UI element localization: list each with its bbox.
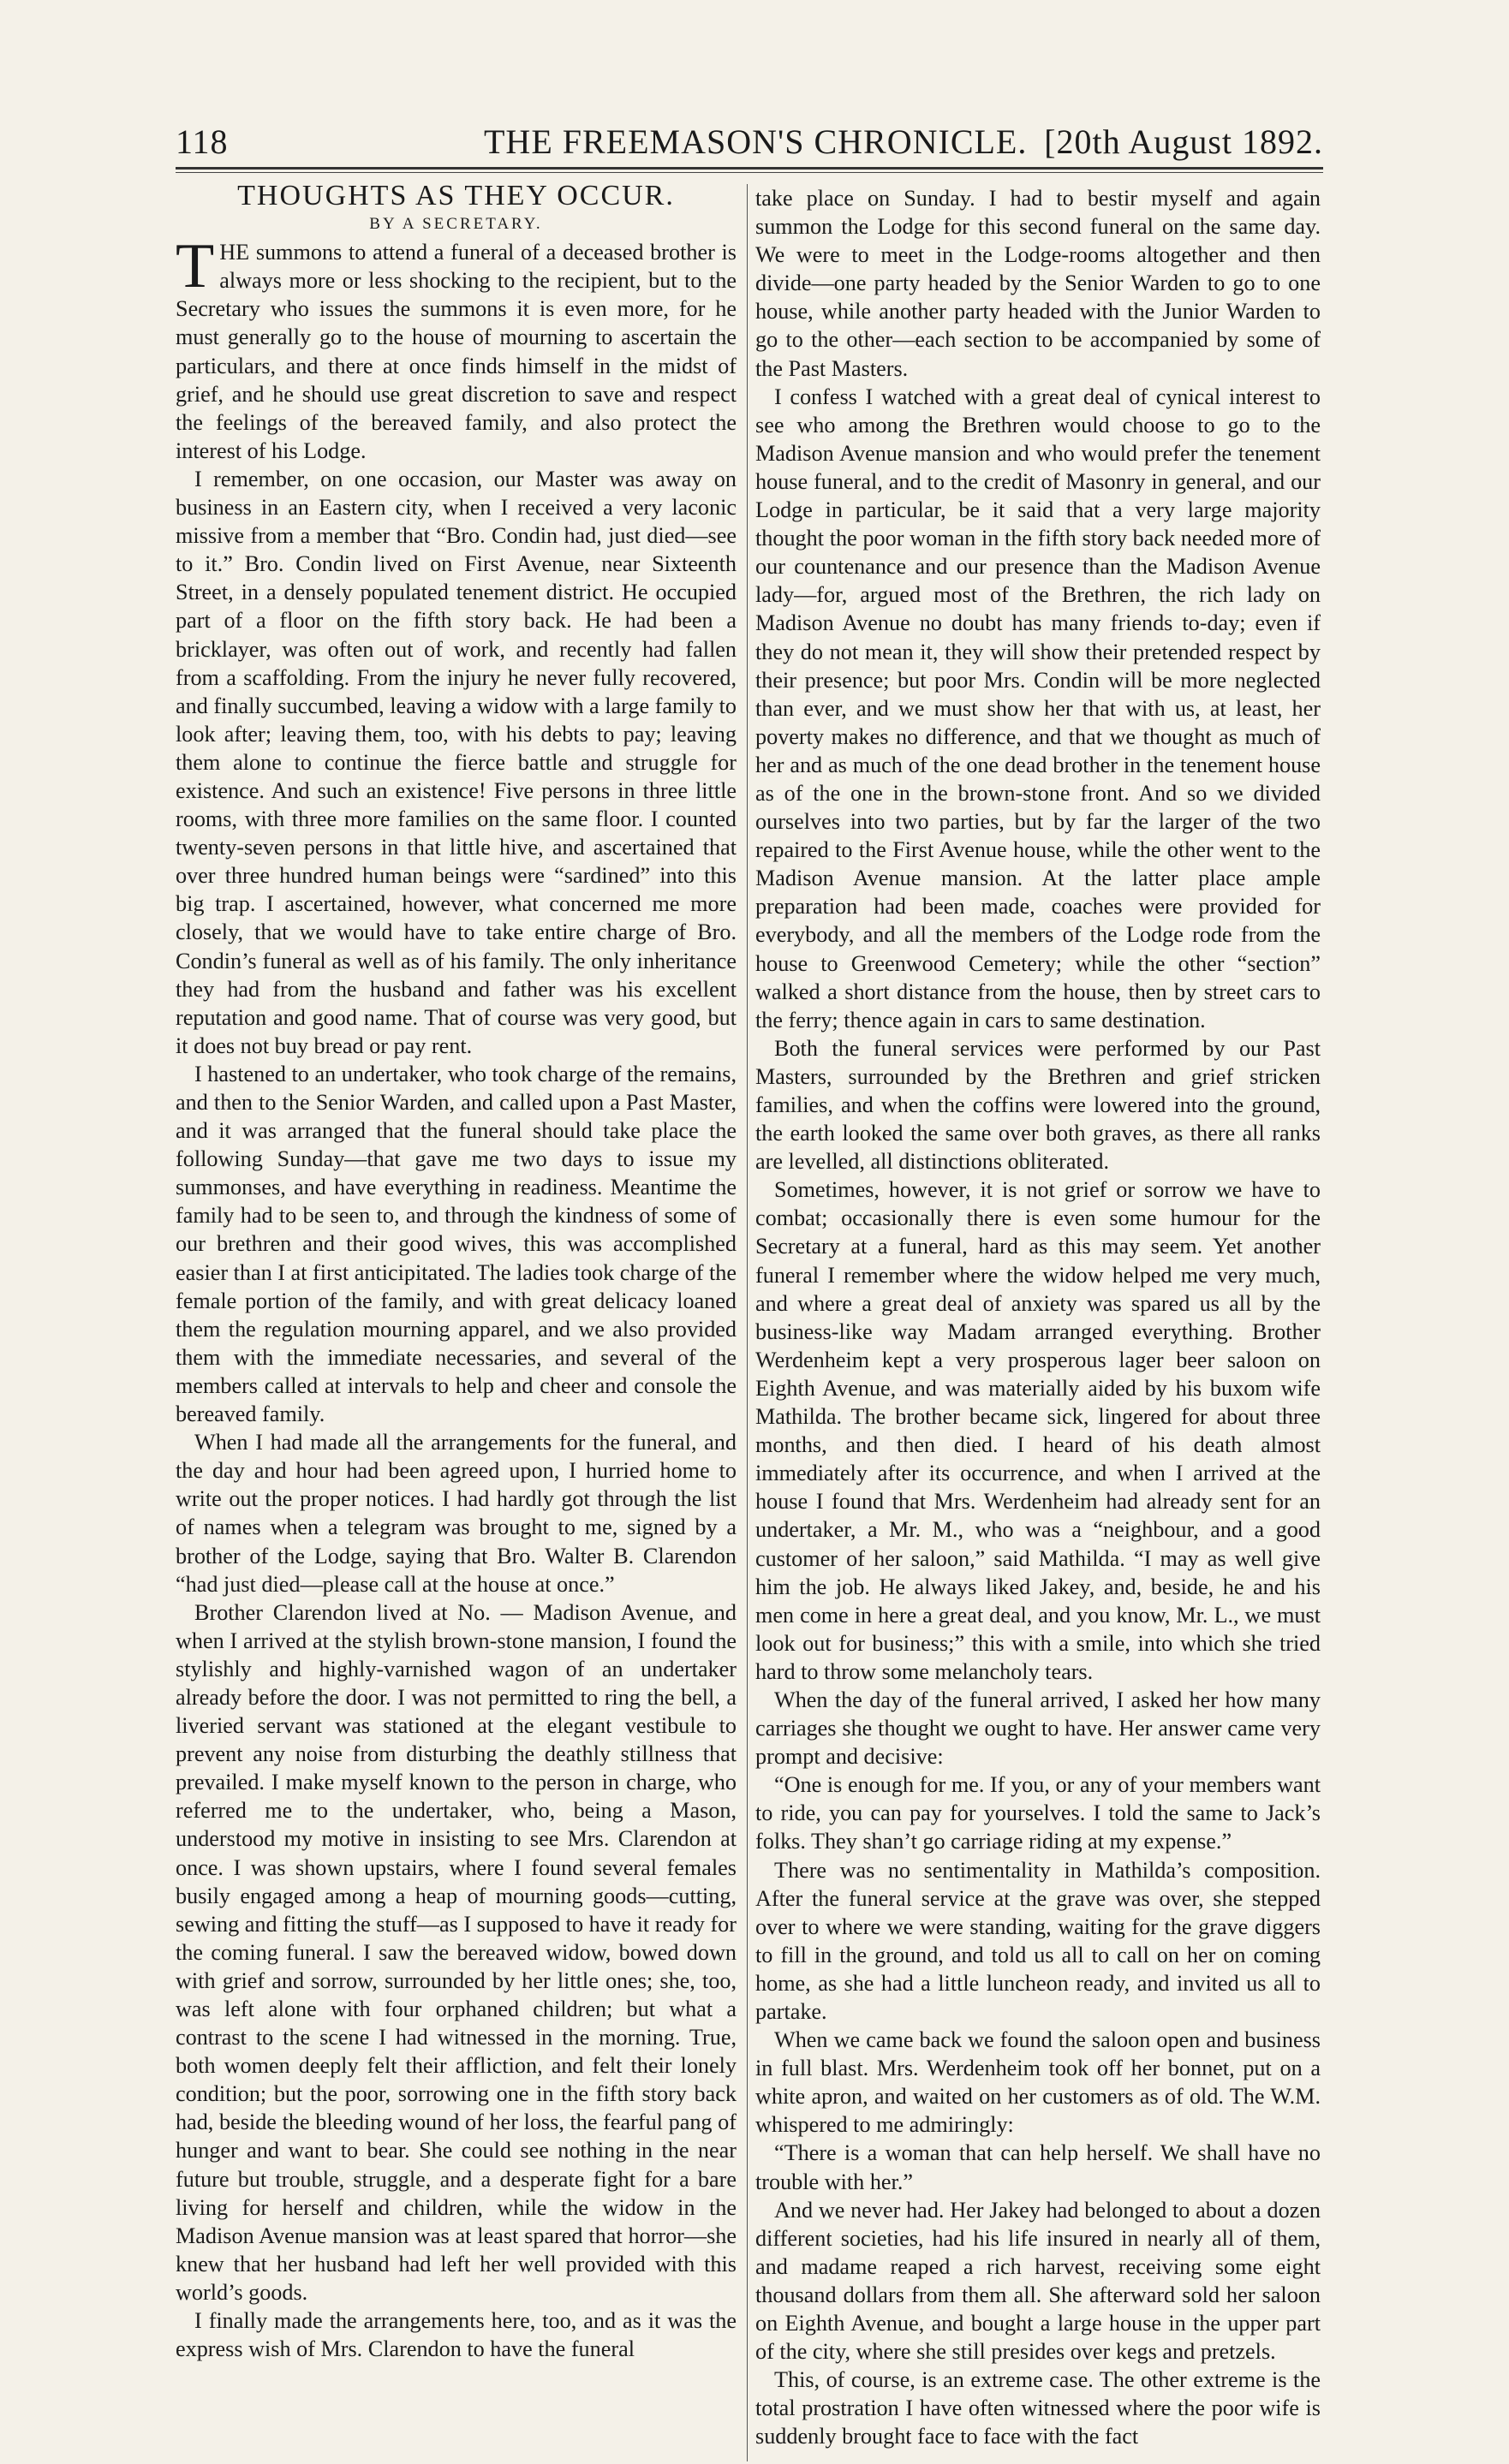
left-column — [176, 182, 737, 2363]
paragraph: I hastened to an undertaker, who took charge of the remains, and then to the Senior Warden, and called upon a Past Master, and it was arranged that the funeral should take place the following Sunday—that gave me two days to issue my summonses, and have everything in readiness. Meantime the family had to be seen to, and through the kindness of some of our brethren and their good wives, this was accomplished easier than I at first anticipitated. The ladies took charge of the female portion of the family, and with great delicacy loaned them the regulation mourning apparel, and we also provided them with the immediate necessaries, and several of the members called at intervals to help and cheer and console the bereaved family. — [176, 1061, 737, 1427]
article-title: THOUGHTS AS THEY OCCUR. — [237, 180, 675, 211]
paragraph: I confess I watched with a great deal of cynical interest to see who among the Brethren would choose to go to the Madison Avenue mansion and who would prefer the tenement house funeral, and to the credit of Masonry in general, and our Lodge in particular, be it said that a very large majority thought the poor woman in the fifth story back needed more of our countenance and our presence than the Madison Avenue lady—for, argued most of the Brethren, the rich lady on Madison Avenue no doubt has many friends to-day; even if they do not mean it, they will show their pretended respect by their presence; but poor Mrs. Condin will be more neglected than ever, and we must show her that with us, at least, her poverty makes no difference, and that we thought as much of her and as much of the one dead brother in the tenement house as of the one in the brown-stone front. And so we divided ourselves into two parties, but by far the larger of the two repaired to the First Avenue house, while the other went to the Madison Avenue mansion. At the latter place ample preparation had been made, coaches were provided for everybody, and all the members of the Lodge rode from the house to Greenwood Cemetery; while the other “section” walked a short distance from the house, then by street cars to the ferry; thence again in cars to same destination. — [755, 384, 1321, 1033]
paragraph: “One is enough for me. If you, or any of your members want to ride, you can pay for yourselves. I told the same to Jack’s folks. They shan’t go carriage riding at my expense.” — [755, 1772, 1321, 1854]
page-number: 118 — [176, 122, 229, 161]
paragraph: And we never had. Her Jakey had belonged to about a dozen different societies, had his life insured in nearly all of them, and madame reaped a rich harvest, receiving some eight thousand dollars from them all. She afterward sold her saloon on Eighth Avenue, and bought a large house in the upper part of the city, where she still presides over kegs and pretzels. — [755, 2197, 1321, 2365]
paragraph: I remember, on one occasion, our Master was away on business in an Eastern city, when I received a very laconic missive from a member that “Bro. Condin had, just died—see to it.” Bro. Condin lived on First Avenue, near Sixteenth Street, in a densely populated tenement district. He occupied part of a floor on the fifth story back. He had been a bricklayer, was often out of work, and recently had fallen from a scaffolding. From the injury he never fully recovered, and finally succumbed, leaving a widow with a large family to look after; leaving them, too, with his debts to pay; leaving them alone to continue the fierce battle and struggle for existence. And such an existence! Five persons in three little rooms, with three more families on the same floor. I counted twenty-seven persons in that little hive, and ascertained that over three hundred human beings were “sardined” into this big trap. I ascertained, however, what concerned me more closely, that we would have to take entire charge of Bro. Condin’s funeral as well as of his family. The only inheritance they had from the husband and father was his excellent reputation and good name. That of course was very good, but it does not buy bread or pay rent. — [176, 466, 737, 1058]
article-byline: BY A SECRETARY. — [369, 215, 543, 234]
publication-title: THE FREEMASON'S CHRONICLE. — [484, 122, 1028, 161]
paragraph: This, of course, is an extreme case. The other extreme is the total prostration I have often witnessed where the poor wife is suddenly brought face to face with the fact — [755, 2367, 1321, 2449]
paragraph: take place on Sunday. I had to bestir myself and again summon the Lodge for this second funeral on the same day. We were to meet in the Lodge-rooms altogether and then divide—one party headed by the Senior Warden to go to one house, while another party headed with the Junior Warden to go to the other—each section to be accompanied by some of the Past Masters. — [755, 186, 1321, 381]
drop-cap: T — [176, 231, 215, 302]
paragraph: There was no sentimentality in Mathilda’s composition. After the funeral service at the grave was over, she stepped over to where we were standing, waiting for the grave diggers to fill in the ground, and told us all to call on her on coming home, as she had a little luncheon ready, and invited us all to partake. — [755, 1857, 1321, 2024]
paragraph: When we came back we found the saloon open and business in full blast. Mrs. Werdenheim took off her bonnet, put on a white apron, and waited on her customers as of old. The W.M. whispered to me admiringly: — [755, 2027, 1321, 2138]
paragraph-text: HE summons to attend a funeral of a deceased brother is always more or less shocking to the recipient, but to the Secretary who issues the summons it is even more, for he must generally go to the house of mourning to ascertain the particulars, and there at once finds himself in the midst of grief, and he should use great discretion to save and respect the feelings of the bereaved family, and also protect the interest of his Lodge. — [176, 240, 737, 463]
right-column — [755, 184, 1321, 2451]
paragraph: “There is a woman that can help herself. We shall have no trouble with her.” — [755, 2140, 1321, 2194]
issue-date: [20th August 1892. — [1044, 122, 1323, 161]
column-divider — [747, 184, 748, 2461]
paragraph — [176, 231, 737, 465]
paragraph: Sometimes, however, it is not grief or sorrow we have to combat; occasionally there is even some humour for the Secretary at a funeral, hard as this may seem. Yet another funeral I remember where the widow helped me very much, and where a great deal of anxiety was spared us all by the business-like way Madam arranged everything. Brother Werdenheim kept a very prosperous lager beer saloon on Eighth Avenue, and was materially aided by his buxom wife Mathilda. The brother became sick, lingered for about three months, and then died. I heard of his death almost immediately after its occurrence, and when I arrived at the house I found that Mrs. Werdenheim had already sent for an undertaker, a Mr. M., who was a “neighbour, and a good customer of her saloon,” said Mathilda. “I may as well give him the job. He always liked Jakey, and, beside, he and his men come in here a great deal, and you know, Mr. L., we must look out for business;” this with a smile, into which she tried hard to throw some melancholy tears. — [755, 1177, 1321, 1684]
header-rule — [176, 167, 1323, 173]
paragraph: Brother Clarendon lived at No. — Madison Avenue, and when I arrived at the stylish brown-stone mansion, I found the stylishly and highly-varnished wagon of an undertaker already before the door. I was not permitted to ring the bell, a liveried servant was stationed at the elegant vestibule to prevent any noise from disturbing the deathly stillness that prevailed. I make myself known to the person in charge, who referred me to the undertaker, who, being a Mason, understood my motive in insisting to see Mrs. Clarendon at once. I was shown upstairs, where I found several females busily engaged among a heap of mourning goods—cutting, sewing and fitting the stuff—as I supposed to have it ready for the coming funeral. I saw the bereaved widow, bowed down with grief and sorrow, surrounded by her little ones; she, too, was left alone with four orphaned children; but what a contrast to the scene I had witnessed in the morning. True, both women deeply felt their affliction, and felt their lonely condition; but the poor, sorrowing one in the fifth story back had, beside the bleeding wound of her loss, the fearful pang of hunger and want to bear. She could see nothing in the near future but trouble, struggle, and a desperate fight for a bare living for herself and children, while the widow in the Madison Avenue mansion was at least spared that horror—she knew that her husband had left her well provided with this world’s goods. — [176, 1599, 737, 2305]
paragraph: When I had made all the arrangements for the funeral, and the day and hour had been agreed upon, I hurried home to write out the proper notices. I had hardly got through the list of names when a telegram was brought to me, signed by a brother of the Lodge, saying that Bro. Walter B. Clarendon “had just died—please call at the house at once.” — [176, 1430, 737, 1597]
paragraph: Both the funeral services were performed by our Past Masters, surrounded by the Brethren and grief stricken families, and when the coffins were lowered into the ground, the earth looked the same over both graves, as there all ranks are levelled, all distinctions obliterated. — [755, 1035, 1321, 1175]
page-header — [176, 118, 1323, 170]
paragraph: When the day of the funeral arrived, I asked her how many carriages she thought we ought to have. Her answer came very prompt and decisive: — [755, 1687, 1321, 1770]
paragraph: I finally made the arrangements here, too, and as it was the express wish of Mrs. Clarendon to have the funeral — [176, 2308, 737, 2362]
